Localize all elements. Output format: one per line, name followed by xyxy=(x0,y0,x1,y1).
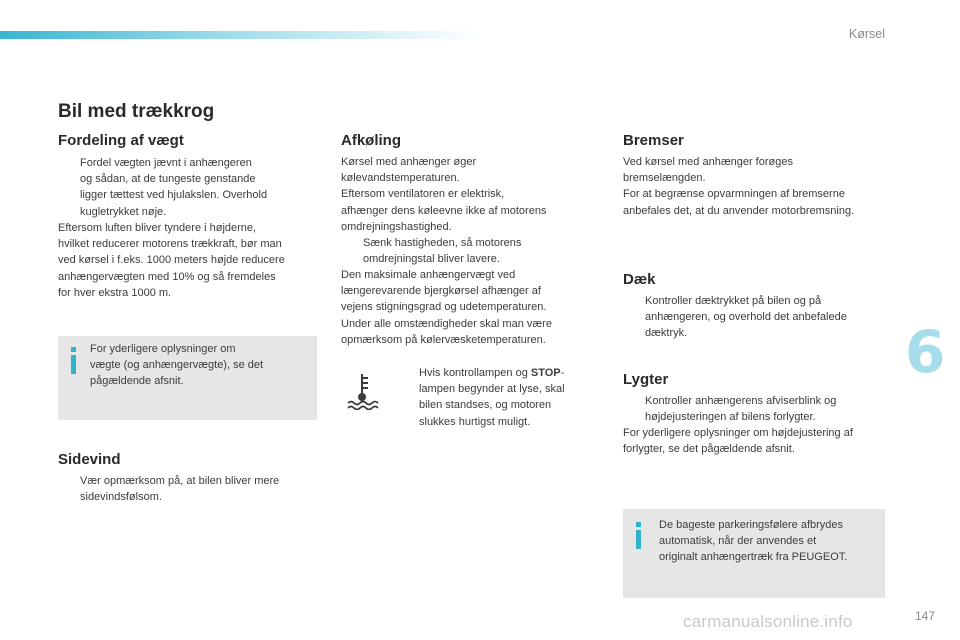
page-number: 147 xyxy=(915,609,936,623)
fordeling-bullet: Fordel vægten jævnt i anhængeren og sådan, at de tungeste genstande ligger tættest ved hjulakslen. Overhold kugletrykket nøje. xyxy=(80,157,268,218)
lygter-paragraph: For yderligere oplysninger om højdejustering af forlygter, se det pågældende afsnit. xyxy=(623,427,853,456)
afkoling-paragraph-1: Kørsel med anhænger øger kølevandstemperaturen. Eftersom ventilatoren er elektrisk, afhænger dens køleevne ikke af motorens omdrejningshastighed. xyxy=(341,156,547,233)
watermark: carmanualsonline.info xyxy=(683,612,853,631)
chapter-number: 6 xyxy=(905,318,946,386)
afkoling-paragraph-2: Den maksimale anhængervægt ved længerevarende bjergkørsel afhænger af vejens stigningsgrad og udetemperaturen. Under alle omstændigheder skal man være opmærksom på kølervæsketemperaturen. xyxy=(341,269,552,346)
sidevind-bullet: Vær opmærksom på, at bilen bliver mere sidevindsfølsom. xyxy=(80,475,280,504)
info-box-parking-sensors: De bageste parkeringsfølere afbrydes automatisk, når der anvendes et originalt anhængertræk fra PEUGEOT. xyxy=(623,509,885,598)
afkoling-bullet: Sænk hastigheden, så motorens omdrejningstal bliver lavere. xyxy=(363,237,522,266)
heading-afkoling: Afkøling xyxy=(341,132,401,149)
heading-daek: Dæk xyxy=(623,271,656,288)
heading-lygter: Lygter xyxy=(623,371,669,388)
daek-bullet: Kontroller dæktrykket på bilen og på anhængeren, og overhold det anbefalede dæktryk. xyxy=(645,295,847,340)
page-title: Bil med trækkrog xyxy=(58,101,215,122)
fordeling-paragraph: Eftersom luften bliver tyndere i højderne, hvilket reducerer motorens trækkraft, bør man ved kørsel i f.eks. 1000 meters højde reducere anhængervægten med 10% og så fremdeles for hver ekstra 1000 m. xyxy=(58,222,285,299)
heading-sidevind: Sidevind xyxy=(58,451,121,468)
heading-fordeling: Fordeling af vægt xyxy=(58,132,184,149)
section-label: Kørsel xyxy=(848,27,885,41)
coolant-temperature-warning-icon xyxy=(344,370,380,410)
info-box-weights: For yderligere oplysninger om vægte (og anhængervægte), se det pågældende afsnit. xyxy=(58,336,317,420)
bremser-paragraph: Ved kørsel med anhænger forøges bremselængden. For at begrænse opvarmningen af bremserne anbefales det, at du anvender motorbremsning. xyxy=(623,156,855,217)
lygter-bullet: Kontroller anhængerens afviserblink og højdejusteringen af bilens forlygter. xyxy=(645,395,837,424)
header-accent-bar xyxy=(0,31,480,39)
afkoling-warning-bullet: Hvis kontrollampen og STOP- lampen begynder at lyse, skal bilen standses, og motoren slukkes hurtigst muligt. xyxy=(419,367,565,428)
info-icon xyxy=(636,530,641,549)
info-icon xyxy=(71,355,76,374)
heading-bremser: Bremser xyxy=(623,132,684,149)
